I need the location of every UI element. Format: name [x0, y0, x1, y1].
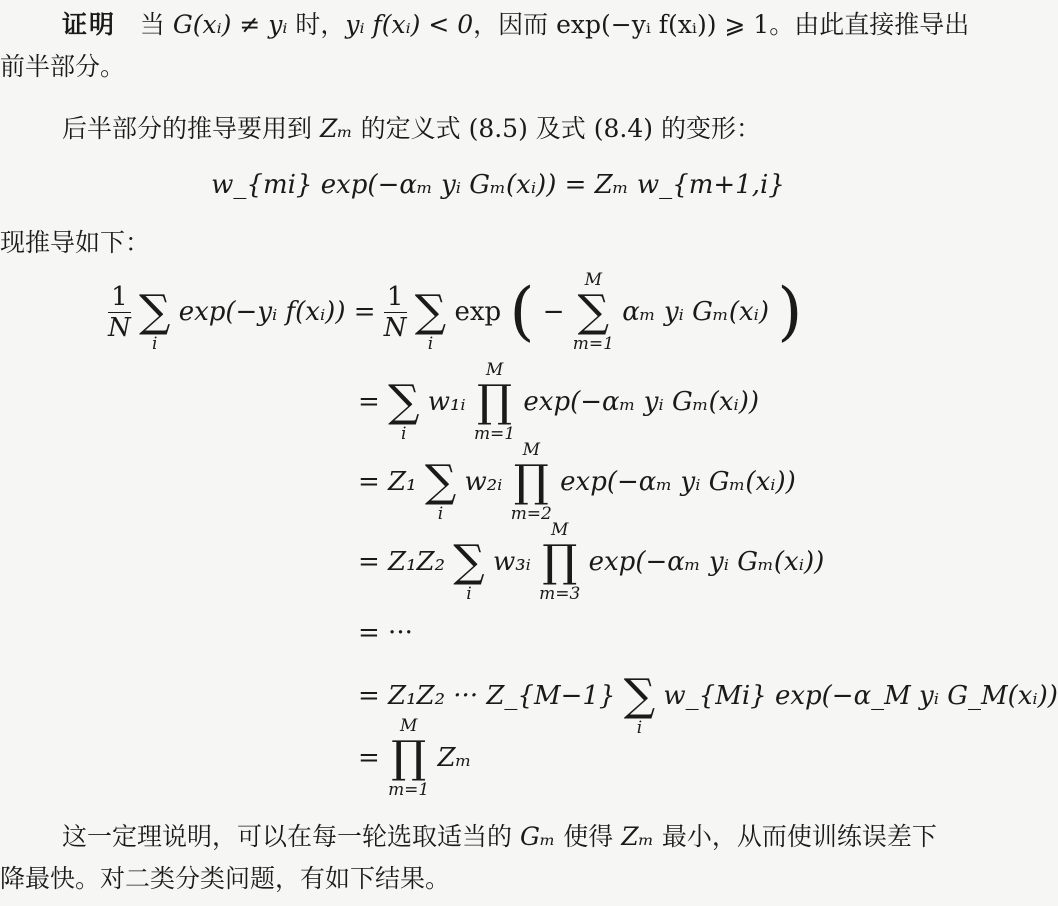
sum-operator: ∑ i — [139, 286, 171, 354]
paragraph-4-line-1 — [62, 820, 937, 854]
math-inline: yᵢ f(xᵢ) < 0 — [345, 10, 474, 39]
product-operator: M ∏ m=3 — [539, 520, 581, 604]
text: 时， — [295, 10, 346, 39]
definition-equation — [0, 170, 996, 200]
exp-text: exp — [454, 297, 502, 327]
math-inline: exp(−yᵢ f(xᵢ)) ⩾ 1 — [556, 10, 770, 39]
proof-line-2 — [0, 50, 125, 84]
text: 使得 — [563, 822, 614, 851]
paragraph-4-line-2 — [0, 862, 450, 896]
proof-label: 证明 — [62, 10, 117, 39]
paragraph-2 — [62, 112, 761, 146]
fraction: $\frac{1}{N}$ — [383, 281, 407, 343]
weight: w₁ᵢ — [427, 387, 466, 417]
math-inline: Zₘ — [621, 822, 654, 851]
text: 当 — [139, 10, 165, 39]
prefix: = Z₁ — [358, 467, 417, 497]
product-term: exp(−αₘ yᵢ Gₘ(xᵢ)) — [560, 467, 796, 497]
sum-operator: M ∑ m=1 — [572, 270, 614, 354]
equation-text: w_{mi} exp(−αₘ yᵢ Gₘ(xᵢ)) = Zₘ w_{m+1,i} — [211, 170, 785, 200]
lhs-tail: exp(−yᵢ f(xᵢ)) = — [178, 297, 376, 327]
derivation-row-4 — [358, 520, 824, 604]
product-operator: M ∏ m=2 — [510, 440, 552, 524]
derivation-row-2: = ∑ i w₁ᵢ M ∏ m=1 exp(−αₘ yᵢ Gₘ(xᵢ)) — [358, 360, 760, 444]
prefix: = Z₁Z₂ ··· Z_{M−1} — [358, 681, 616, 711]
math-inline: Zₘ — [319, 114, 353, 143]
text: 后半部分的推导要用到 — [62, 114, 313, 143]
ellipsis-row: = ··· — [358, 618, 413, 648]
math-inline: Gₘ — [519, 822, 556, 851]
math-inline: G(xᵢ) ≠ yᵢ — [172, 10, 288, 39]
derivation-row-3 — [358, 440, 796, 524]
product-term: exp(−αₘ yᵢ Gₘ(xᵢ)) — [523, 387, 760, 417]
derivation-row-1: $\frac{1}{N}$ ∑ i exp(−yᵢ f(xᵢ)) = $\frac{1}{N}$ ∑ i exp ( − M ∑ m=1 αₘ yᵢ Gₘ(xᵢ) ) — [108, 270, 803, 354]
proof-line-1 — [62, 8, 969, 42]
tail: w_{Mi} exp(−α_M yᵢ G_M(xᵢ)) — [663, 681, 1058, 711]
product-term: exp(−αₘ yᵢ Gₘ(xᵢ)) — [588, 547, 825, 577]
inner-term: αₘ yᵢ Gₘ(xᵢ) — [622, 297, 770, 327]
product-operator: M ∏ m=1 — [388, 716, 430, 800]
text: 降最快。对二类分类问题，有如下结果。 — [0, 864, 451, 893]
sum-operator: ∑ i — [453, 536, 485, 604]
derivation-row-5 — [358, 618, 413, 648]
text: 这一定理说明，可以在每一轮选取适当的 — [62, 822, 513, 851]
text: 现推导如下： — [0, 228, 151, 257]
sum-operator: ∑ i — [388, 376, 420, 444]
fraction: $\frac{1}{N}$ — [108, 281, 131, 343]
weight: w₃ᵢ — [492, 547, 531, 577]
prefix: = Z₁Z₂ — [358, 547, 446, 577]
text: 最小，从而使训练误差下 — [661, 822, 937, 851]
text: 前半部分。 — [0, 52, 126, 81]
tail: Zₘ — [437, 743, 472, 773]
text: 的定义式 (8.5) 及式 (8.4) 的变形： — [360, 114, 761, 143]
sum-operator: ∑ i — [424, 456, 457, 524]
text: 。由此直接推导出 — [769, 10, 970, 39]
product-operator: M ∏ m=1 — [473, 360, 516, 444]
derivation-row-7: = M ∏ m=1 Zₘ — [358, 716, 472, 800]
paragraph-3 — [0, 226, 150, 260]
text: ，因而 — [473, 10, 549, 39]
weight: w₂ᵢ — [464, 467, 503, 497]
sum-operator: ∑ i — [414, 286, 447, 354]
sum-operator: ∑ i — [623, 670, 656, 738]
